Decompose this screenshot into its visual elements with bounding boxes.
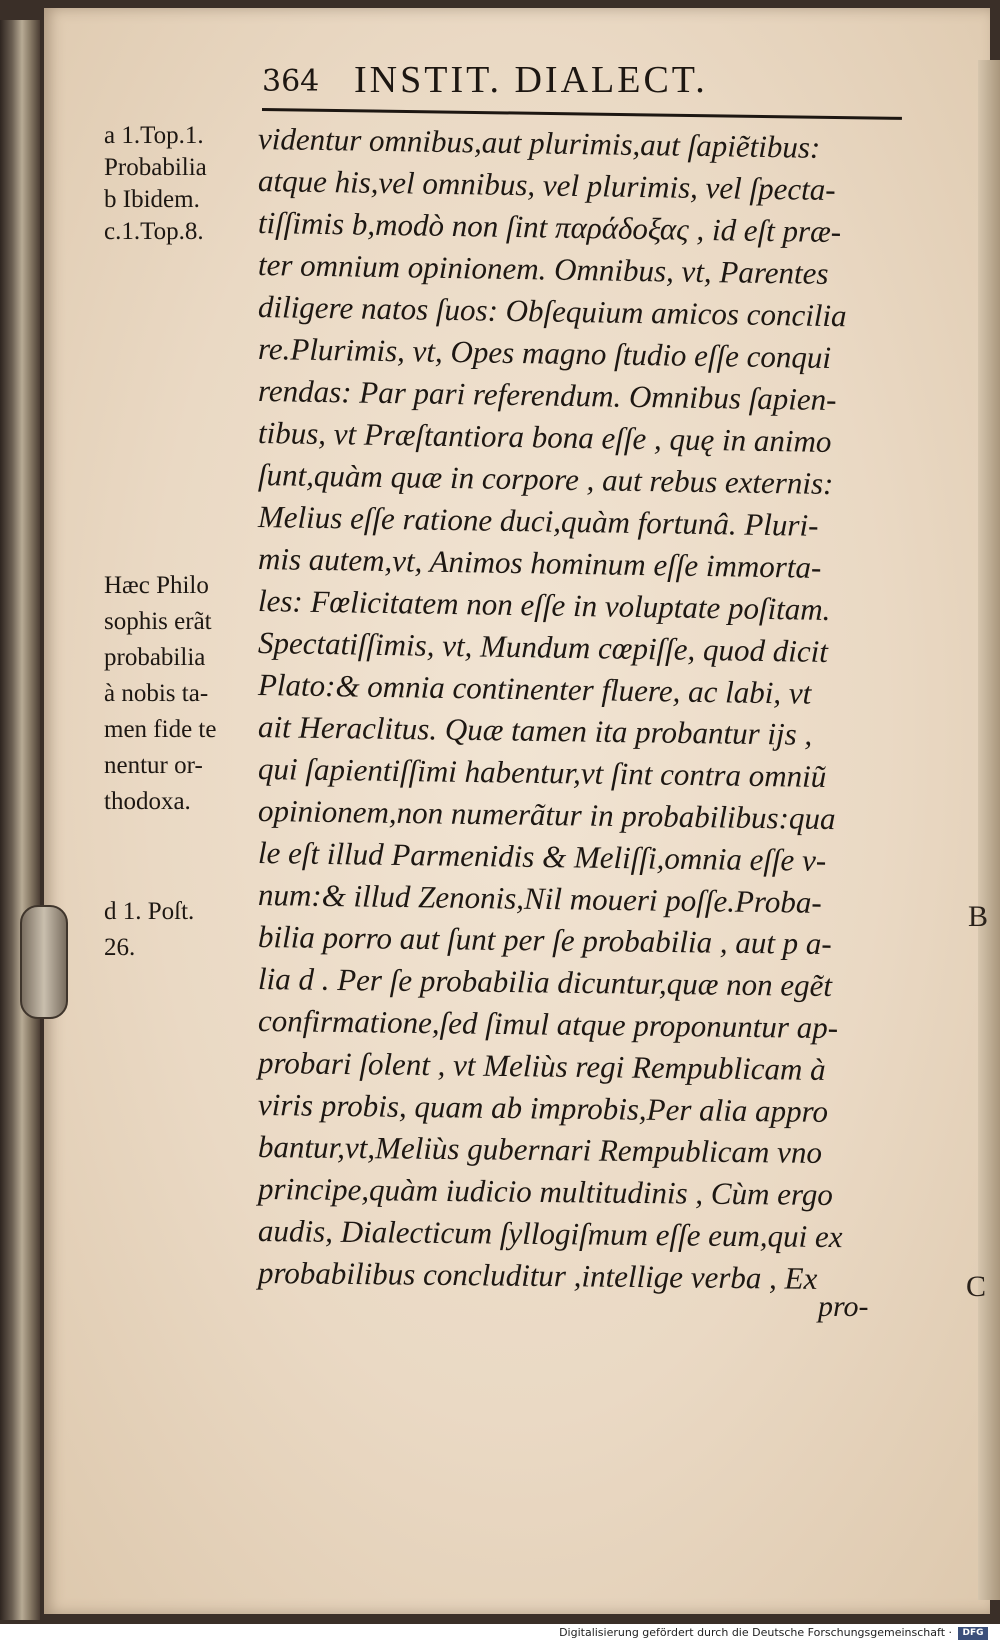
text-line: audis, Dialecticum ſyllogiſmum eſſe eum,qui ex bbox=[257, 1213, 843, 1255]
marginal-note: Probabilia bbox=[104, 154, 207, 181]
text-line: lia d . Per ſe probabilia dicuntur,quæ non egẽt bbox=[257, 961, 833, 1004]
text-line: les: Fœlicitatem non eſſe in voluptate poſitam. bbox=[257, 583, 831, 627]
next-page-edge bbox=[978, 60, 1000, 1600]
edge-letter: B bbox=[968, 900, 989, 933]
running-head: INSTIT. DIALECT. bbox=[354, 59, 708, 101]
text-line: diligere natos ſuos: Obſequium amicos concilia bbox=[257, 289, 847, 334]
dfg-logo-icon: DFG bbox=[958, 1627, 988, 1640]
funding-credit: Digitalisierung gefördert durch die Deutsche Forschungsgemeinschaft · bbox=[559, 1626, 952, 1639]
text-line: atque his,vel omnibus, vel plurimis, vel ſpecta- bbox=[257, 163, 836, 208]
marginal-note: à nobis ta- bbox=[104, 680, 209, 707]
text-line: Melius eſſe ratione duci,quàm fortunâ. Pluri- bbox=[257, 499, 819, 543]
text-line: Plato:& omnia continenter fluere, ac labi, vt bbox=[257, 667, 812, 711]
text-line: num:& illud Zenonis,Nil moueri poſſe.Proba- bbox=[257, 877, 822, 920]
digitization-footer bbox=[0, 1624, 1000, 1644]
marginal-note: nentur or- bbox=[104, 752, 203, 779]
text-line: tiſſimis b,modò non ſint παράδοξας , id eſt præ- bbox=[257, 205, 842, 250]
text-line: principe,quàm iudicio multitudinis , Cùm ergo bbox=[257, 1171, 834, 1213]
marginal-note: men fide te bbox=[104, 716, 217, 743]
text-line: re.Plurimis, vt, Opes magno ſtudio eſſe conqui bbox=[257, 331, 832, 376]
text-line: videntur omnibus,aut plurimis,aut ſapiẽtibus: bbox=[257, 121, 821, 165]
text-line: qui ſapientiſſimi habentur,vt ſint contra omniũ bbox=[257, 751, 827, 794]
marginal-note: a 1.Top.1. bbox=[104, 122, 204, 149]
text-line: tibus, vt Præſtantiora bona eſſe , quę in animo bbox=[257, 415, 832, 460]
text-line: viris probis, quam ab improbis,Per alia appro bbox=[257, 1087, 829, 1129]
text-line: bilia porro aut ſunt per ſe probabilia , aut p a- bbox=[257, 919, 832, 962]
page-number: 364 bbox=[262, 64, 320, 99]
page-header bbox=[262, 52, 862, 102]
text-line: ait Heraclitus. Quæ tamen ita probantur ijs , bbox=[257, 709, 813, 752]
text-line: ſunt,quàm quæ in corpore , aut rebus externis: bbox=[257, 457, 834, 502]
marginal-note: probabilia bbox=[104, 644, 206, 671]
text-line: ter omnium opinionem. Omnibus, vt, Parentes bbox=[257, 247, 829, 291]
marginal-note: d 1. Poſt. bbox=[104, 898, 195, 925]
text-line: le eſt illud Parmenidis & Meliſſi,omnia eſſe v- bbox=[257, 835, 827, 878]
marginal-note: thodoxa. bbox=[104, 788, 191, 815]
marginal-note: sophis erãt bbox=[104, 608, 212, 635]
marginal-note: b Ibidem. bbox=[104, 186, 200, 213]
marginal-note: c.1.Top.8. bbox=[104, 218, 204, 245]
text-line: Spectatiſſimis, vt, Mundum cœpiſſe, quod dicit bbox=[257, 625, 829, 669]
text-line: opinionem,non numerãtur in probabilibus:qua bbox=[257, 793, 836, 837]
marginal-note: Hæc Philo bbox=[104, 572, 209, 599]
book-clasp bbox=[20, 905, 68, 1019]
text-line: confirmatione,ſed ſimul atque proponuntur ap- bbox=[257, 1003, 839, 1046]
catchword: pro- bbox=[818, 1290, 869, 1323]
book-fore-edge bbox=[0, 20, 40, 1620]
marginal-note: 26. bbox=[104, 934, 136, 961]
text-line: rendas: Par pari referendum. Omnibus ſapien- bbox=[257, 373, 837, 418]
text-line: mis autem,vt, Animos hominum eſſe immorta- bbox=[257, 541, 822, 585]
text-line: bantur,vt,Meliùs gubernari Rempublicam vno bbox=[257, 1129, 823, 1170]
text-line: probari ſolent , vt Meliùs regi Rempublicam à bbox=[257, 1045, 826, 1087]
edge-letter: C bbox=[966, 1270, 987, 1303]
text-line: probabilibus concluditur ,intellige verba , Ex bbox=[257, 1255, 818, 1296]
